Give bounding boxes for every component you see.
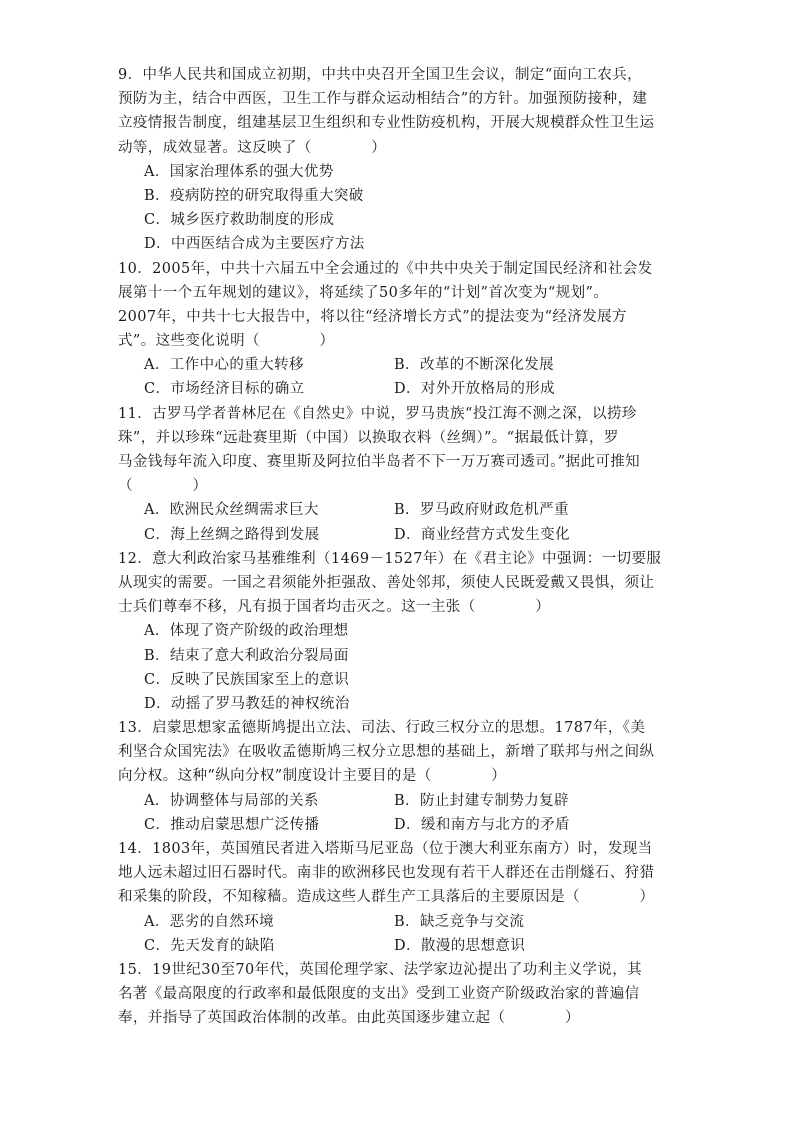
question-14-options-row-2: [118, 934, 678, 958]
question-11-option-c: C．海上丝绸之路得到发展: [144, 526, 320, 543]
question-12-option-c: C．反映了民族国家至上的意识: [144, 671, 350, 688]
question-12-stem-line-2: 从现实的需要。一国之君须能外拒强敌、善处邻邦，须使人民既爱戴又畏惧，须让: [118, 574, 655, 591]
question-12-option-a: A．体现了资产阶级的政治理想: [144, 623, 349, 640]
question-14: [118, 837, 678, 958]
question-15-stem-line-1: 15．19世纪30至70年代，英国伦理学家、法学家边沁提出了功利主义学说，其: [118, 961, 642, 978]
question-9-option-a: A．国家治理体系的强大优势: [144, 163, 334, 180]
question-11-option-a: A．欧洲民众丝绸需求巨大: [144, 502, 319, 519]
question-15-stem-line-2: 名著《最高限度的行政率和最低限度的支出》受到工业资产阶级政治家的普遍信: [118, 986, 640, 1003]
question-14-stem-line-1: 14．1803年，英国殖民者进入塔斯马尼亚岛（位于澳大利亚东南方）时，发现当: [118, 841, 653, 857]
question-12-stem-line-1: 12．意大利政治家马基雅维利（1469－1527年）在《君主论》中强调：一切要服: [118, 550, 662, 567]
question-10-option-a: A．工作中心的重大转移: [144, 357, 304, 374]
question-9-option-d: D．中西医结合成为主要医疗方法: [144, 236, 365, 253]
question-10-options-row-1: [118, 353, 678, 377]
question-10-stem-line-2: 展第十一个五年规划的建议》，将延续了50多年的“计划”首次变为“规划”。: [118, 284, 609, 301]
question-14-option-a: A．恶劣的自然环境: [144, 913, 275, 930]
question-13-stem-line-3: 向分权。这种“纵向分权”制度设计主要目的是（ ）: [118, 768, 507, 785]
question-10-stem-line-3: 2007年，中共十七大报告中，将以往“经济增长方式”的提法变为“经济发展方: [118, 308, 627, 325]
question-14-option-c: C．先天发育的缺陷: [144, 937, 275, 954]
question-9-stem-line-2: 预防为主，结合中西医，卫生工作与群众运动相结合”的方针。加强预防接种，建: [118, 91, 648, 108]
question-11-stem-line-1: 11．古罗马学者普林尼在《自然史》中说，罗马贵族“投江海不测之深，以捞珍: [118, 405, 637, 422]
exam-page: [118, 63, 678, 1031]
question-11-stem-line-2: 珠”，并以珍珠“远赴赛里斯（中国）以换取衣料（丝绸）”。“据最低计算，罗: [118, 429, 619, 446]
question-11-option-d: D．商业经营方式发生变化: [394, 526, 570, 543]
question-9-stem-line-4: 动等，成效显著。这反映了（ ）: [118, 139, 387, 156]
question-9-option-b: B．疫病防控的研究取得重大突破: [144, 187, 364, 204]
question-9-option-c: C．城乡医疗救助制度的形成: [144, 212, 335, 229]
question-9-stem-line-1: 9．中华人民共和国成立初期，中共中央召开全国卫生会议，制定“面向工农兵，: [118, 67, 643, 83]
question-10-option-d: D．对外开放格局的形成: [394, 381, 556, 398]
question-11-stem-line-3: 马金钱每年流入印度、赛里斯及阿拉伯半岛者不下一万万赛司透司。”据此可推知: [118, 454, 641, 470]
question-10-stem-line-4: 式”。这些变化说明（ ）: [118, 333, 335, 350]
question-9-stem-line-3: 立疫情报告制度，组建基层卫生组织和专业性防疫机构，开展大规模群众性卫生运: [118, 115, 655, 132]
question-11-stem-line-4: （ ）: [118, 478, 208, 495]
question-13-options-row-2: [118, 813, 678, 837]
question-13-stem-line-1: 13．启蒙思想家孟德斯鸠提出立法、司法、行政三权分立的思想。1787年，《美: [118, 720, 646, 737]
question-9: [118, 63, 678, 257]
question-11-options-row-1: [118, 498, 678, 522]
question-11: [118, 402, 678, 547]
question-13-option-d: D．缓和南方与北方的矛盾: [394, 816, 570, 833]
question-13-option-c: C．推动启蒙思想广泛传播: [144, 816, 320, 833]
question-12-stem-line-3: 士兵们尊奉不移，凡有损于国者均击灭之。这一主张（ ）: [118, 599, 551, 616]
question-13-options-row-1: [118, 789, 678, 813]
question-14-stem-line-2: 地人远未超过旧石器时代。南非的欧洲移民也发现有若干人群还在击削燧石、狩猎: [118, 865, 655, 882]
question-12-option-b: B．结束了意大利政治分裂局面: [144, 647, 349, 664]
question-10-options-row-2: [118, 377, 678, 401]
question-12-option-d: D．动摇了罗马教廷的神权统治: [144, 695, 350, 712]
question-15-stem-line-3: 奉，并指导了英国政治体制的改革。由此英国逐步建立起（ ）: [118, 1010, 580, 1027]
question-14-option-b: B．缺乏竞争与交流: [394, 913, 525, 930]
question-11-option-b: B．罗马政府财政危机严重: [394, 502, 569, 519]
question-10-stem-line-1: 10．2005年，中共十六届五中全会通过的《中共中央关于制定国民经济和社会发: [118, 260, 653, 277]
question-12: [118, 547, 678, 716]
question-10-option-c: C．市场经济目标的确立: [144, 381, 305, 398]
question-10-option-b: B．改革的不断深化发展: [394, 357, 555, 374]
question-13-option-b: B．防止封建专制势力复辟: [394, 792, 569, 809]
question-13-option-a: A．协调整体与局部的关系: [144, 792, 319, 809]
question-14-stem-line-3: 和采集的阶段，不知稼穑。造成这些人群生产工具落后的主要原因是（ ）: [118, 889, 655, 906]
question-13: [118, 716, 678, 837]
question-15: [118, 958, 678, 1031]
question-14-options-row-1: [118, 910, 678, 934]
question-11-options-row-2: [118, 523, 678, 547]
question-14-option-d: D．散漫的思想意识: [394, 937, 526, 954]
question-13-stem-line-2: 利坚合众国宪法》在吸收孟德斯鸠三权分立思想的基础上，新增了联邦与州之间纵: [118, 744, 655, 761]
question-10: [118, 257, 678, 402]
